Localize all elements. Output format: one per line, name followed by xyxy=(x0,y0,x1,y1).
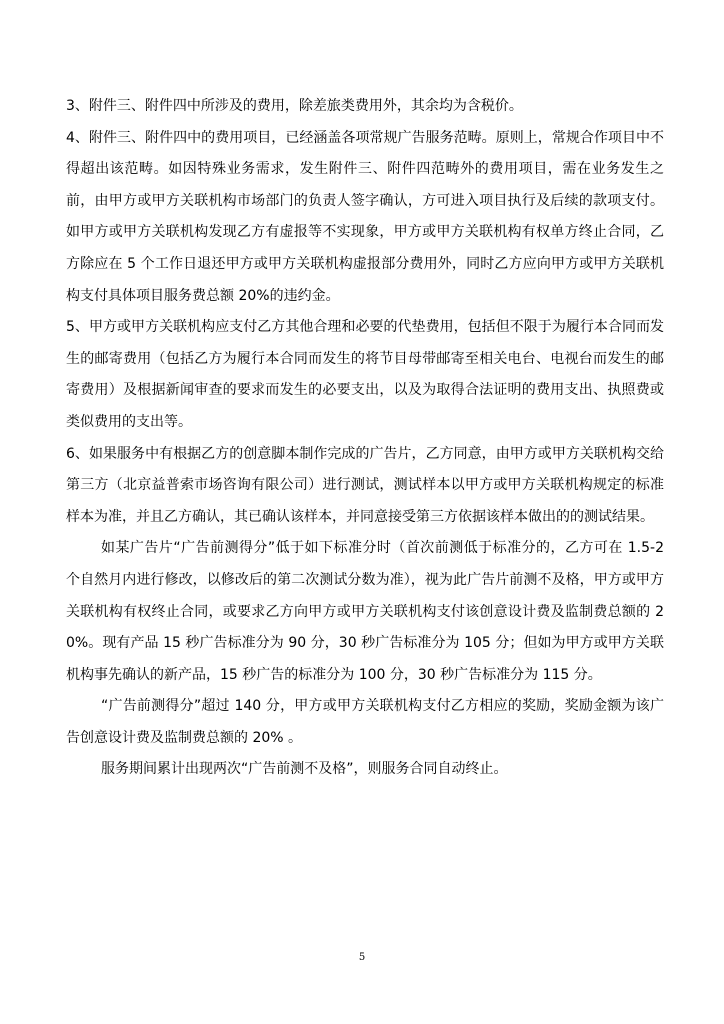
paragraph-item-6: 6、如果服务中有根据乙方的创意脚本制作完成的广告片，乙方同意，由甲方或甲方关联机构交给第三方（北京益普索市场咨询有限公司）进行测试，测试样本以甲方或甲方关联机构规定的标准样本为准，并且乙方确认，其已确认该样本，并同意接受第三方依据该样本做出的的测试结果。 xyxy=(66,445,664,525)
document-body xyxy=(66,91,664,786)
paragraph-termination: 服务期间累计出现两次“广告前测不及格”，则服务合同自动终止。 xyxy=(101,761,508,778)
paragraph-score-standard: 如某广告片“广告前测得分”低于如下标准分时（首次前测低于标准分的，乙方可在 1.5-2 个自然月内进行修改，以修改后的第二次测试分数为准），视为此广告片前测不及格，甲方或甲方关联机构有权终止合同，或要求乙方向甲方或甲方关联机构支付该创意设计费及监制费总额的 20%。现有产品 15 秒广告标准分为 90 分，30 秒广告标准分为 105 分；但如为甲方或甲方关联机构事先确认的新产品，15 秒广告的标准分为 100 分，30 秒广告标准分为 115 分。 xyxy=(66,540,664,683)
paragraph-item-4: 4、附件三、附件四中的费用项目，已经涵盖各项常规广告服务范畴。原则上，常规合作项目中不得超出该范畴。如因特殊业务需求，发生附件三、附件四范畴外的费用项目，需在业务发生之前，由甲方或甲方关联机构市场部门的负责人签字确认，方可进入项目执行及后续的款项支付。如甲方或甲方关联机构发现乙方有虚报等不实现象，甲方或甲方关联机构有权单方终止合同，乙方除应在 5 个工作日退还甲方或甲方关联机构虚报部分费用外，同时乙方应向甲方或甲方关联机构支付具体项目服务费总额 20%的违约金。 xyxy=(66,129,664,304)
paragraph-item-5: 5、甲方或甲方关联机构应支付乙方其他合理和必要的代垫费用，包括但不限于为履行本合同而发生的邮寄费用（包括乙方为履行本合同而发生的将节目母带邮寄至相关电台、电视台而发生的邮寄费用）及根据新闻审查的要求而发生的必要支出，以及为取得合法证明的费用支出、执照费或类似费用的支出等。 xyxy=(66,319,664,430)
page-number: 5 xyxy=(358,952,366,963)
paragraph-score-reward: “广告前测得分”超过 140 分，甲方或甲方关联机构支付乙方相应的奖励，奖励金额为该广告创意设计费及监制费总额的 20% 。 xyxy=(66,698,664,746)
paragraph-item-3: 3、附件三、附件四中所涉及的费用，除差旅类费用外，其余均为含税价。 xyxy=(66,98,523,114)
